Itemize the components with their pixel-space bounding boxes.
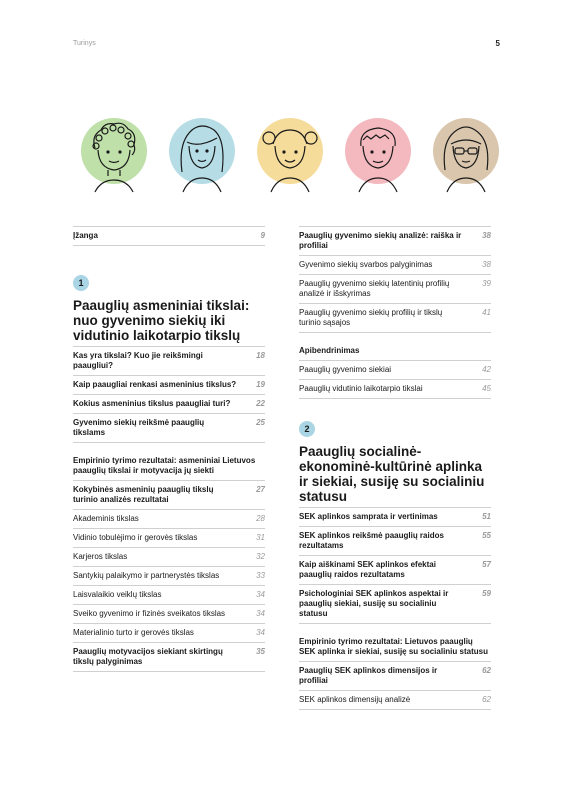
toc-entry[interactable] <box>73 586 265 605</box>
toc-entry-title: Kokybinės asmeninių paauglių tikslų turinio analizės rezultatai <box>73 485 214 504</box>
summary-heading: Apibendrinimas <box>299 342 491 361</box>
toc-entry-page: 22 <box>256 399 265 408</box>
toc-entry-page: 57 <box>482 560 491 569</box>
toc-entry-title: SEK aplinkos dimensijų analizė <box>299 695 411 704</box>
toc-entry[interactable] <box>73 605 265 624</box>
section-1-title: Paauglių asmeniniai tikslai: nuo gyvenimo siekių iki vidutinio laikotarpio tikslų <box>73 298 250 343</box>
toc-entry-page: 25 <box>256 418 265 427</box>
toc-entry-title: Įžanga <box>73 231 98 240</box>
toc-entry-title: Materialinio turto ir gerovės tikslas <box>73 628 194 637</box>
toc-entry[interactable] <box>299 275 491 304</box>
toc-entry-title: Laisvalaikio veiklų tikslas <box>73 590 162 599</box>
portraits-row <box>81 118 501 198</box>
toc-entry-title: Paauglių motyvacijos siekiant skirtingų tikslų palyginimas <box>73 647 223 666</box>
toc-entry-title: Akademinis tikslas <box>73 514 139 523</box>
toc-entry-title: Kas yra tikslai? Kuo jie reikšmingi paaugliui? <box>73 351 203 370</box>
toc-entry-page: 31 <box>256 533 265 542</box>
toc-entry-page: 33 <box>256 571 265 580</box>
toc-entry[interactable] <box>73 510 265 529</box>
toc-entry-title: Paauglių gyvenimo siekių analizė: raiška ir profiliai <box>299 231 462 250</box>
toc-entry[interactable] <box>73 529 265 548</box>
toc-entry-page: 34 <box>256 590 265 599</box>
toc-entry-title: Santykių palaikymo ir partnerystės tikslas <box>73 571 220 580</box>
toc-entry[interactable] <box>73 346 265 376</box>
toc-entry-title: Kokius asmeninius tikslus paaugliai turi? <box>73 399 231 408</box>
toc-entry-title: Paauglių gyvenimo siekių profilių ir tikslų turinio sąsajos <box>299 308 443 327</box>
toc-entry-title: Vidinio tobulėjimo ir gerovės tikslas <box>73 533 198 542</box>
toc-entry[interactable] <box>299 527 491 556</box>
toc-entry[interactable] <box>299 585 491 624</box>
toc-entry[interactable] <box>73 414 265 443</box>
toc-entry-page: 38 <box>482 231 491 240</box>
toc-entry-page: 51 <box>482 512 491 521</box>
toc-entry-page: 34 <box>256 609 265 618</box>
toc-entry[interactable] <box>73 624 265 643</box>
toc-left-column <box>73 226 265 672</box>
toc-entry-page: 19 <box>256 380 265 389</box>
toc-entry-title: Gyvenimo siekių reikšmė paauglių tikslams <box>73 418 205 437</box>
toc-entry[interactable] <box>73 395 265 414</box>
page-number: 5 <box>495 39 500 48</box>
toc-entry-title: Paauglių SEK aplinkos dimensijos ir profiliai <box>299 666 438 685</box>
toc-entry-page: 28 <box>256 514 265 523</box>
toc-entry-page: 41 <box>482 308 491 317</box>
toc-entry-intro[interactable] <box>73 226 265 246</box>
toc-entry-page: 59 <box>482 589 491 598</box>
toc-entry-title: Psichologiniai SEK aplinkos aspektai ir paauglių siekiai, susiję su socialiniu statusu <box>299 589 449 618</box>
toc-entry-title: Kaip paaugliai renkasi asmeninius tikslus? <box>73 380 237 389</box>
short-hair-child-portrait-icon <box>345 118 411 184</box>
toc-entry-title: Sveiko gyvenimo ir fizinės sveikatos tikslas <box>73 609 226 618</box>
toc-entry[interactable] <box>73 567 265 586</box>
toc-entry-title: SEK aplinkos samprata ir vertinimas <box>299 512 438 521</box>
toc-entry-page: 35 <box>256 647 265 656</box>
glasses-child-portrait-icon <box>433 118 499 184</box>
toc-entry-title: Paauglių gyvenimo siekiai <box>299 365 392 374</box>
toc-entry[interactable] <box>73 376 265 395</box>
toc-entry[interactable] <box>299 691 491 710</box>
pigtails-child-portrait-icon <box>257 118 323 184</box>
toc-right-column <box>299 226 491 710</box>
toc-entry[interactable] <box>299 556 491 585</box>
toc-entry-page: 27 <box>256 485 265 494</box>
toc-entry-title: Paauglių gyvenimo siekių latentinių profilių analizė ir išskyrimas <box>299 279 450 298</box>
toc-entry[interactable] <box>73 548 265 567</box>
toc-entry[interactable] <box>73 643 265 672</box>
toc-entry-page: 62 <box>482 695 491 704</box>
running-header: Turinys <box>73 40 96 47</box>
long-hair-child-portrait-icon <box>169 118 235 184</box>
section-2-badge: 2 <box>299 421 315 437</box>
toc-entry[interactable] <box>299 662 491 691</box>
toc-entry-page: 38 <box>482 260 491 269</box>
toc-entry-page: 34 <box>256 628 265 637</box>
toc-entry-title: Gyvenimo siekių svarbos palyginimas <box>299 260 433 269</box>
toc-entry-title: Kaip aiškinami SEK aplinkos efektai paauglių raidos rezultatams <box>299 560 436 579</box>
toc-entry-page: 32 <box>256 552 265 561</box>
toc-entry-page: 62 <box>482 666 491 675</box>
toc-entry[interactable] <box>299 507 491 527</box>
empirical-heading: Empirinio tyrimo rezultatai: asmeniniai Lietuvos paauglių tikslai ir motyvacija jų siekti <box>73 452 265 481</box>
toc-entry-page: 9 <box>260 231 265 240</box>
toc-entry[interactable] <box>73 481 265 510</box>
toc-entry[interactable] <box>299 226 491 256</box>
toc-entry-title: Paauglių vidutinio laikotarpio tikslai <box>299 384 423 393</box>
toc-entry-title: SEK aplinkos reikšmė paauglių raidos rezultatams <box>299 531 444 550</box>
curly-hair-child-portrait-icon <box>81 118 147 184</box>
toc-entry-page: 18 <box>256 351 265 360</box>
empirical-heading: Empirinio tyrimo rezultatai: Lietuvos paauglių SEK aplinka ir siekiai, susiję su socialiniu statusu <box>299 633 491 662</box>
toc-entry-page: 45 <box>482 384 491 393</box>
section-2-title: Paauglių socialinė-ekonominė-kultūrinė aplinka ir siekiai, susiję su socialiniu statusu <box>299 444 485 504</box>
toc-entry[interactable] <box>299 380 491 399</box>
toc-entry[interactable] <box>299 304 491 333</box>
toc-entry[interactable] <box>299 256 491 275</box>
toc-entry-page: 55 <box>482 531 491 540</box>
toc-entry-page: 42 <box>482 365 491 374</box>
toc-entry-title: Karjeros tikslas <box>73 552 128 561</box>
toc-entry[interactable] <box>299 361 491 380</box>
toc-entry-page: 39 <box>482 279 491 288</box>
section-1-badge: 1 <box>73 275 89 291</box>
